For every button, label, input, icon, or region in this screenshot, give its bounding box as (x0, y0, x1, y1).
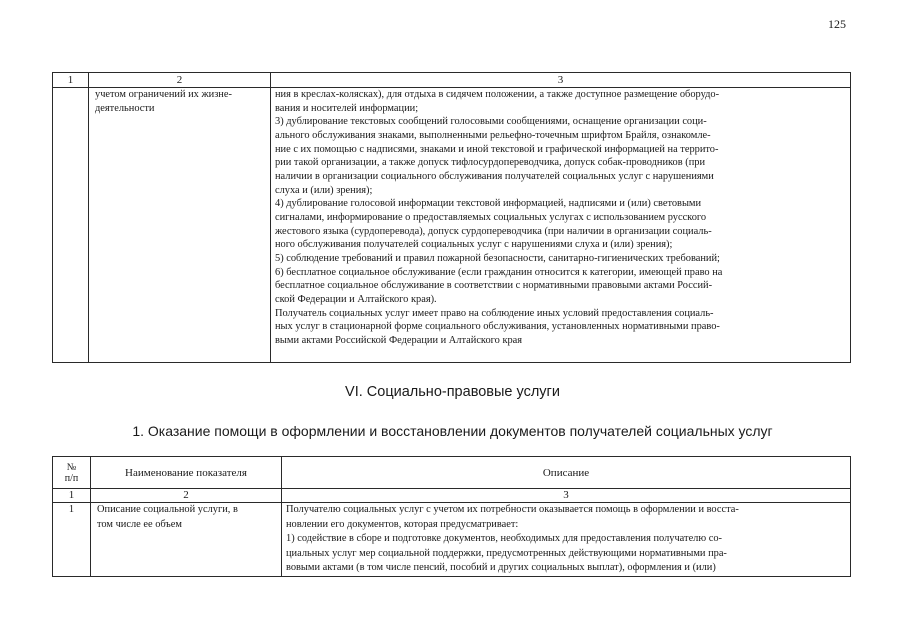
column-header-number (53, 457, 91, 489)
text-line: 5) соблюдение требований и правил пожарной безопасности, санитарно-гигиенических требований; (275, 252, 720, 264)
col-number-2: 2 (91, 489, 282, 503)
page-number: 125 (828, 17, 846, 31)
continuation-table (52, 72, 851, 363)
text-line: вания и носителей информации; (275, 102, 419, 114)
text-line: 1) содействие в сборе и подготовке документов, необходимых для предоставления получателю со- (286, 533, 722, 544)
text-line: ного обслуживания получателей социальных услуг с нарушениями слуха и (или) зрения); (275, 239, 673, 251)
text-line: Описание социальной услуги, в (97, 504, 238, 515)
text-line: рии такой организации, а также допуск тифлосурдопереводчика, допуск собак-проводников (при (275, 157, 706, 169)
row-number-cell (53, 88, 89, 363)
text-line: учетом ограничений их жизне- (95, 89, 232, 100)
service-table (52, 456, 851, 577)
section-title: VI. Социально-правовые услуги (345, 384, 560, 400)
column-header-description: Описание (282, 457, 851, 489)
subsection-title: 1. Оказание помощи в оформлении и восстановлении документов получателей социальных услуг (132, 423, 773, 439)
text-line: ального обслуживания знаками, выполненными рельефно-точечным шрифтом Брайля, ознакомле- (275, 129, 711, 141)
text-line: 3) дублирование текстовых сообщений голосовыми сообщениями, оснащение организации соци- (275, 116, 707, 128)
header-number-sign: № (66, 461, 77, 473)
column-number-row (53, 73, 851, 88)
text-line: выми актами Российской Федерации и Алтайского края (275, 334, 523, 346)
header-number-abbr: п/п (64, 472, 79, 484)
text-line: 4) дублирование голосовой информации текстовой информацией, надписями и (или) световыми (275, 198, 702, 210)
text-line: слуха и (или) зрения); (275, 184, 373, 196)
col-number-2: 2 (89, 73, 271, 88)
table-row (53, 88, 851, 363)
text-line: сигналами, информирование о предоставляемых социальных услугах с использованием русского (275, 211, 707, 223)
text-line: бесплатное социальное обслуживание в соответствии с нормативными правовыми актами Россий- (275, 280, 713, 292)
text-line: Получателю социальных услуг с учетом их потребности оказывается помощь в оформлении и восста- (286, 504, 739, 515)
col-number-1: 1 (53, 489, 91, 503)
col-number-3: 3 (282, 489, 851, 503)
indicator-name-cell (91, 503, 282, 577)
text-line: наличии в организации социального обслуживания получателей социальных услуг с нарушениями (275, 170, 714, 182)
indicator-name-cell (89, 88, 271, 363)
column-header-name: Наименование показателя (91, 457, 282, 489)
text-line: новлении его документов, которая предусматривает: (286, 518, 519, 530)
text-line: жестового языка (сурдоперевода), допуск сурдопереводчика (при наличии в организации социаль- (275, 225, 712, 237)
row-number-cell: 1 (53, 503, 91, 577)
text-line: циальных услуг мер социальной поддержки, предусмотренных действующими нормативными пра- (286, 547, 727, 559)
text-line: вовыми актами (в том числе пенсий, пособий и других социальных выплат), оформления и (или) (286, 562, 716, 573)
col-number-1: 1 (53, 73, 89, 88)
text-line: ния в креслах-колясках), для отдыха в сидячем положении, а также доступное размещение оборудо- (275, 89, 720, 100)
col-number-3: 3 (271, 73, 851, 88)
description-cell (282, 503, 851, 577)
text-line: том числе ее объем (97, 518, 182, 530)
text-line: ской Федерации и Алтайского края). (275, 293, 437, 305)
table-row (53, 503, 851, 577)
text-line: 6) бесплатное социальное обслуживание (если гражданин относится к категории, имеющей право на (275, 266, 723, 278)
text-line: Получатель социальных услуг имеет право на соблюдение иных условий предоставления социаль- (275, 307, 714, 319)
column-header-row (53, 457, 851, 489)
text-line: деятельности (95, 102, 155, 114)
description-cell (271, 88, 851, 363)
text-line: ние с их помощью с надписями, знаками и иной текстовой и графической информацией на террито- (275, 143, 719, 155)
text-line: ных услуг в стационарной форме социального обслуживания, установленных нормативными право- (275, 321, 720, 333)
column-number-row (53, 489, 851, 503)
